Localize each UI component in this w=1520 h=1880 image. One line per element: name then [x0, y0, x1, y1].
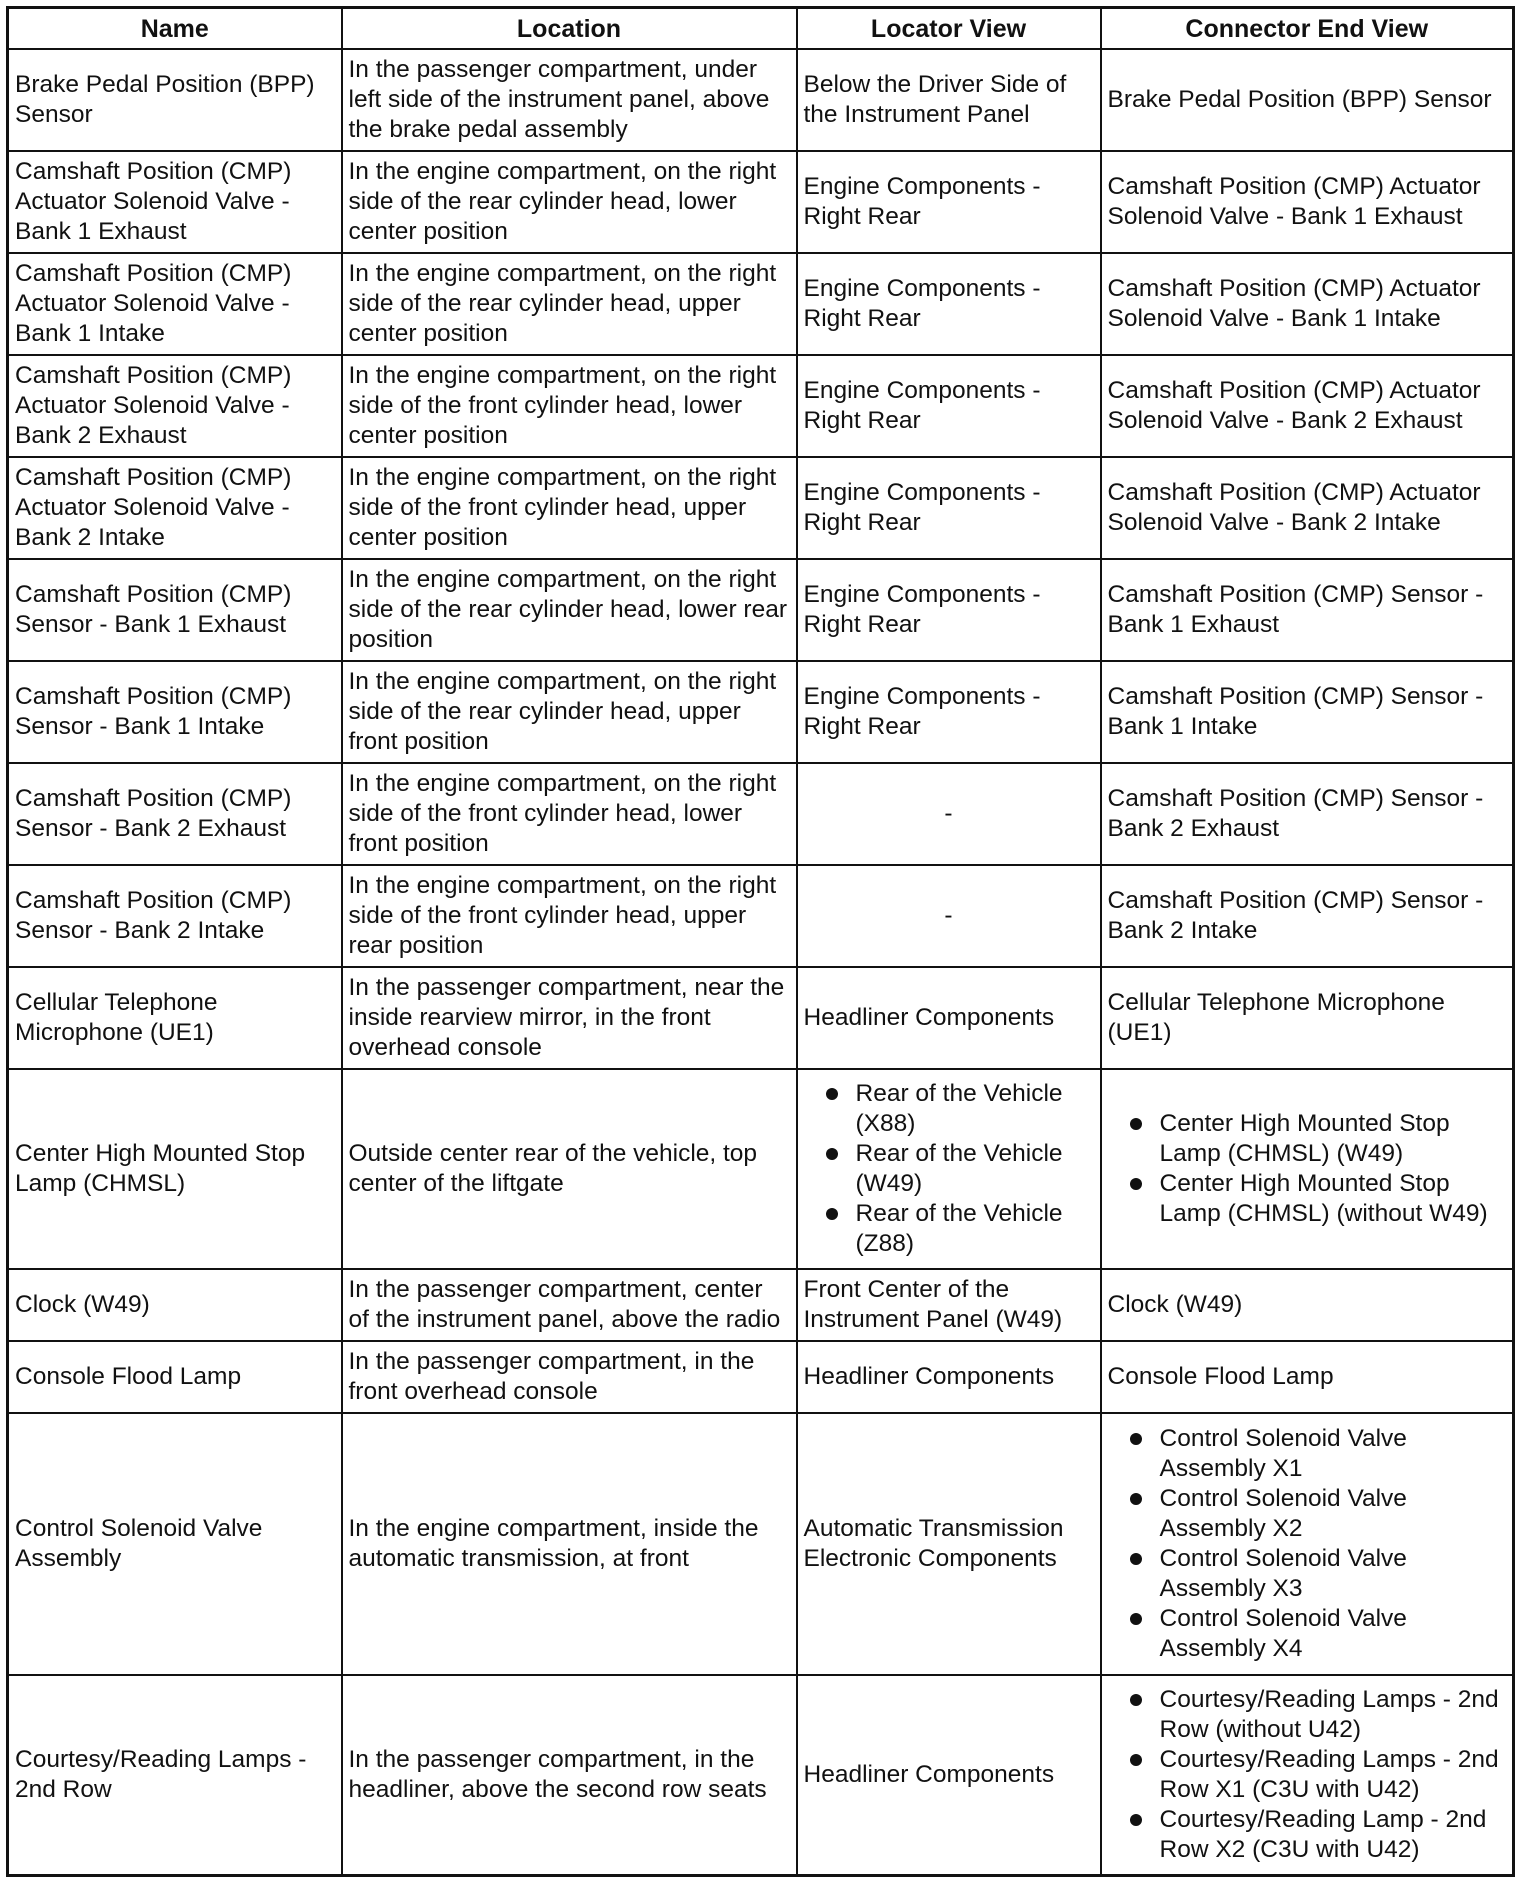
cell-name: Camshaft Position (CMP) Actuator Solenoid Valve - Bank 1 Intake — [8, 253, 342, 355]
table-row — [8, 457, 1514, 559]
cell-locator-view: Headliner Components — [797, 967, 1101, 1069]
header-connector-end-view: Connector End View — [1101, 8, 1514, 50]
header-location: Location — [342, 8, 797, 50]
cell-name: Control Solenoid Valve Assembly — [8, 1413, 342, 1675]
table-row — [8, 1069, 1514, 1269]
table-row — [8, 1269, 1514, 1341]
cell-name: Courtesy/Reading Lamps - 2nd Row — [8, 1675, 342, 1875]
cell-connector-end-view: Camshaft Position (CMP) Sensor - Bank 1 Intake — [1101, 661, 1514, 763]
cell-location: In the engine compartment, on the right side of the rear cylinder head, lower rear position — [342, 559, 797, 661]
cell-connector-end-view: Camshaft Position (CMP) Sensor - Bank 2 Exhaust — [1101, 763, 1514, 865]
cell-connector-end-view: Console Flood Lamp — [1101, 1341, 1514, 1413]
list-item: Control Solenoid Valve Assembly X2 — [1128, 1484, 1507, 1544]
table-row — [8, 1341, 1514, 1413]
connector-end-view-list — [1108, 1424, 1507, 1664]
cell-locator-view — [797, 1069, 1101, 1269]
cell-name: Clock (W49) — [8, 1269, 342, 1341]
connector-end-view-list — [1108, 1685, 1507, 1865]
table-header-row — [8, 8, 1514, 50]
cell-location: In the passenger compartment, center of the instrument panel, above the radio — [342, 1269, 797, 1341]
cell-locator-view: Engine Components - Right Rear — [797, 661, 1101, 763]
cell-locator-view: Headliner Components — [797, 1341, 1101, 1413]
list-item: Control Solenoid Valve Assembly X3 — [1128, 1544, 1507, 1604]
cell-connector-end-view: Camshaft Position (CMP) Actuator Solenoid Valve - Bank 2 Intake — [1101, 457, 1514, 559]
cell-connector-end-view: Cellular Telephone Microphone (UE1) — [1101, 967, 1514, 1069]
list-item: Rear of the Vehicle (W49) — [824, 1139, 1094, 1199]
cell-connector-end-view — [1101, 1675, 1514, 1875]
table-row — [8, 559, 1514, 661]
cell-connector-end-view: Clock (W49) — [1101, 1269, 1514, 1341]
list-item: Center High Mounted Stop Lamp (CHMSL) (W49) — [1128, 1109, 1507, 1169]
cell-location: In the engine compartment, on the right side of the rear cylinder head, lower center position — [342, 151, 797, 253]
cell-locator-view: - — [797, 763, 1101, 865]
cell-name: Camshaft Position (CMP) Sensor - Bank 1 Intake — [8, 661, 342, 763]
cell-name: Camshaft Position (CMP) Actuator Solenoid Valve - Bank 2 Exhaust — [8, 355, 342, 457]
list-item: Courtesy/Reading Lamps - 2nd Row (without U42) — [1128, 1685, 1507, 1745]
cell-name: Camshaft Position (CMP) Actuator Solenoid Valve - Bank 1 Exhaust — [8, 151, 342, 253]
cell-name: Camshaft Position (CMP) Sensor - Bank 1 Exhaust — [8, 559, 342, 661]
cell-location: In the engine compartment, on the right side of the front cylinder head, upper rear position — [342, 865, 797, 967]
cell-connector-end-view: Camshaft Position (CMP) Sensor - Bank 2 Intake — [1101, 865, 1514, 967]
cell-location: In the passenger compartment, in the headliner, above the second row seats — [342, 1675, 797, 1875]
cell-name: Camshaft Position (CMP) Sensor - Bank 2 Exhaust — [8, 763, 342, 865]
cell-name: Camshaft Position (CMP) Sensor - Bank 2 Intake — [8, 865, 342, 967]
cell-locator-view: Front Center of the Instrument Panel (W49) — [797, 1269, 1101, 1341]
cell-location: In the engine compartment, on the right side of the front cylinder head, lower front position — [342, 763, 797, 865]
cell-name: Center High Mounted Stop Lamp (CHMSL) — [8, 1069, 342, 1269]
cell-location: In the engine compartment, on the right side of the front cylinder head, upper center position — [342, 457, 797, 559]
header-name: Name — [8, 8, 342, 50]
list-item: Center High Mounted Stop Lamp (CHMSL) (without W49) — [1128, 1169, 1507, 1229]
cell-location: In the engine compartment, on the right side of the front cylinder head, lower center position — [342, 355, 797, 457]
list-item: Rear of the Vehicle (X88) — [824, 1079, 1094, 1139]
cell-location: In the engine compartment, inside the automatic transmission, at front — [342, 1413, 797, 1675]
cell-name: Cellular Telephone Microphone (UE1) — [8, 967, 342, 1069]
cell-locator-view: Below the Driver Side of the Instrument Panel — [797, 49, 1101, 151]
cell-name: Brake Pedal Position (BPP) Sensor — [8, 49, 342, 151]
cell-location: In the passenger compartment, near the inside rearview mirror, in the front overhead console — [342, 967, 797, 1069]
cell-location: In the passenger compartment, under left side of the instrument panel, above the brake pedal assembly — [342, 49, 797, 151]
cell-location: In the engine compartment, on the right side of the rear cylinder head, upper front position — [342, 661, 797, 763]
cell-name: Console Flood Lamp — [8, 1341, 342, 1413]
locator-view-list — [804, 1079, 1094, 1259]
cell-connector-end-view: Camshaft Position (CMP) Actuator Solenoid Valve - Bank 1 Intake — [1101, 253, 1514, 355]
cell-location: Outside center rear of the vehicle, top center of the liftgate — [342, 1069, 797, 1269]
list-item: Courtesy/Reading Lamp - 2nd Row X2 (C3U with U42) — [1128, 1805, 1507, 1865]
header-locator-view: Locator View — [797, 8, 1101, 50]
table-row — [8, 661, 1514, 763]
table-row — [8, 49, 1514, 151]
table-row — [8, 865, 1514, 967]
cell-connector-end-view: Camshaft Position (CMP) Actuator Solenoid Valve - Bank 2 Exhaust — [1101, 355, 1514, 457]
connector-end-view-list — [1108, 1109, 1507, 1229]
cell-locator-view: Automatic Transmission Electronic Components — [797, 1413, 1101, 1675]
list-item: Courtesy/Reading Lamps - 2nd Row X1 (C3U with U42) — [1128, 1745, 1507, 1805]
cell-locator-view: Engine Components - Right Rear — [797, 457, 1101, 559]
list-item: Control Solenoid Valve Assembly X1 — [1128, 1424, 1507, 1484]
cell-locator-view: - — [797, 865, 1101, 967]
cell-connector-end-view: Camshaft Position (CMP) Actuator Solenoid Valve - Bank 1 Exhaust — [1101, 151, 1514, 253]
cell-locator-view: Engine Components - Right Rear — [797, 253, 1101, 355]
table-row — [8, 967, 1514, 1069]
table-row — [8, 253, 1514, 355]
table-row — [8, 1413, 1514, 1675]
table-row — [8, 763, 1514, 865]
cell-locator-view: Headliner Components — [797, 1675, 1101, 1875]
cell-connector-end-view — [1101, 1413, 1514, 1675]
component-locator-table — [6, 6, 1515, 1877]
cell-location: In the passenger compartment, in the front overhead console — [342, 1341, 797, 1413]
cell-connector-end-view: Brake Pedal Position (BPP) Sensor — [1101, 49, 1514, 151]
table-row — [8, 355, 1514, 457]
cell-connector-end-view: Camshaft Position (CMP) Sensor - Bank 1 Exhaust — [1101, 559, 1514, 661]
cell-locator-view: Engine Components - Right Rear — [797, 151, 1101, 253]
list-item: Control Solenoid Valve Assembly X4 — [1128, 1604, 1507, 1664]
cell-locator-view: Engine Components - Right Rear — [797, 559, 1101, 661]
table-row — [8, 151, 1514, 253]
list-item: Rear of the Vehicle (Z88) — [824, 1199, 1094, 1259]
table-row — [8, 1675, 1514, 1875]
cell-location: In the engine compartment, on the right side of the rear cylinder head, upper center position — [342, 253, 797, 355]
cell-locator-view: Engine Components - Right Rear — [797, 355, 1101, 457]
cell-name: Camshaft Position (CMP) Actuator Solenoid Valve - Bank 2 Intake — [8, 457, 342, 559]
cell-connector-end-view — [1101, 1069, 1514, 1269]
